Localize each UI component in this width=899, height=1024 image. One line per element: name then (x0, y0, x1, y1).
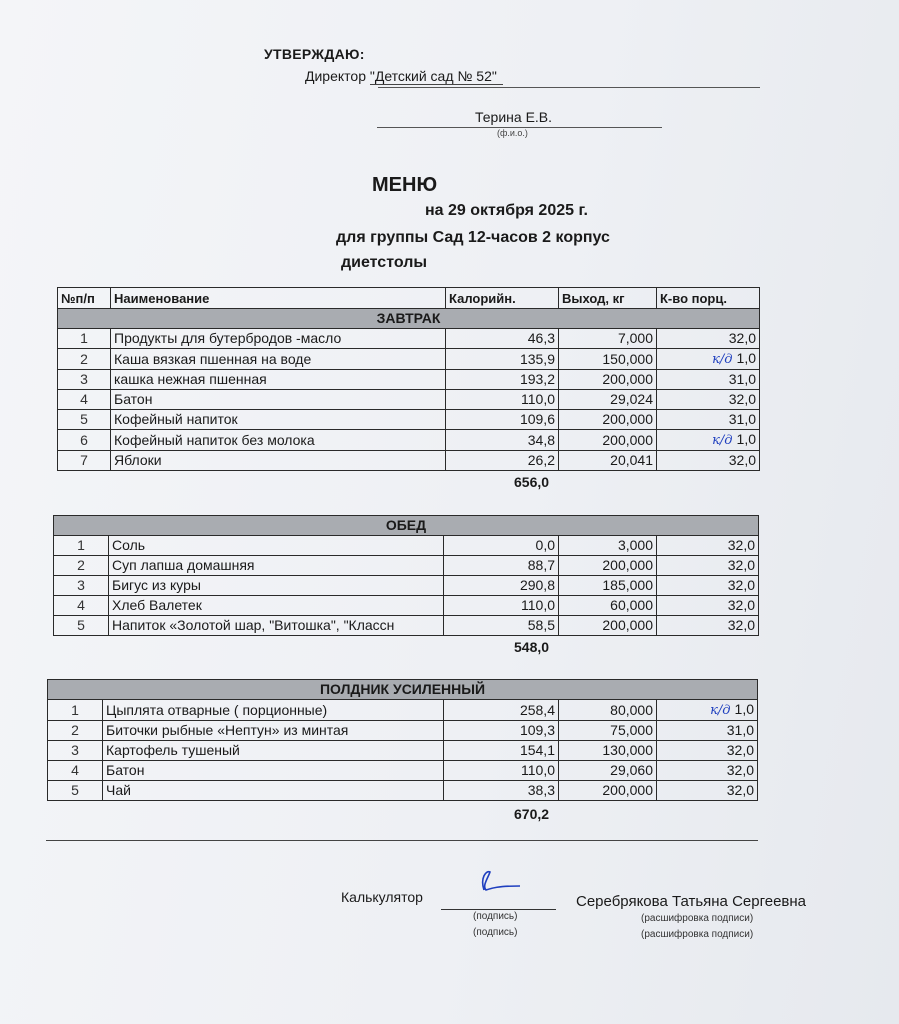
dish-name: Батон (114, 391, 153, 407)
dish-name-cell (111, 430, 446, 451)
portions: 1,0 (736, 431, 756, 447)
dish-name-cell (103, 741, 444, 761)
table-row (54, 596, 759, 616)
calories: 110,0 (521, 391, 555, 407)
output-weight-cell (559, 430, 657, 451)
approval-position (305, 68, 503, 84)
output-weight: 3,000 (617, 537, 653, 553)
dish-name-cell (109, 576, 444, 596)
section-header-row (58, 309, 760, 329)
dish-name: Каша вязкая пшенная на воде (114, 350, 312, 367)
portions-cell (657, 616, 759, 636)
output-weight-cell (559, 536, 657, 556)
section-title: ЗАВТРАК (58, 309, 760, 329)
portions: 32,0 (727, 577, 755, 593)
output-weight-cell (559, 556, 657, 576)
row-number-cell (48, 741, 103, 761)
portions: 32,0 (728, 452, 756, 468)
lunch-total: 548,0 (514, 639, 550, 655)
calories-cell (444, 741, 559, 761)
portions-cell (657, 536, 759, 556)
dish-name-cell (111, 410, 446, 430)
calories-cell (444, 556, 559, 576)
dish-name: Соль (112, 537, 146, 553)
calories: 135,9 (519, 350, 555, 367)
calories-cell (446, 349, 559, 370)
portions-cell (657, 721, 758, 741)
output-weight-cell (559, 349, 657, 370)
calories-cell (444, 596, 559, 616)
row-number-cell (48, 781, 103, 801)
transcript-label: (расшифровка подписи) (641, 913, 754, 924)
calories: 58,5 (527, 617, 555, 633)
calories: 88,7 (527, 557, 555, 573)
col-header-number: №п/п (58, 288, 111, 309)
portions-cell (657, 329, 760, 349)
row-number: 1 (80, 330, 88, 346)
output-weight: 80,000 (610, 701, 653, 718)
calories-cell (444, 536, 559, 556)
calories: 0,0 (535, 537, 555, 553)
row-number-cell (58, 410, 111, 430)
portions-cell (657, 410, 760, 430)
lunch-table (53, 515, 759, 636)
row-number-cell (58, 349, 111, 370)
calories: 110,0 (521, 762, 555, 778)
section-header-row (54, 516, 759, 536)
section-header-row (48, 680, 758, 700)
section-title: ПОЛДНИК УСИЛЕННЫЙ (48, 680, 758, 700)
portions-cell (657, 390, 760, 410)
row-number: 3 (77, 577, 85, 593)
output-weight-cell (559, 721, 657, 741)
row-number-cell (54, 536, 109, 556)
row-number: 3 (71, 742, 79, 758)
dish-name: Картофель тушеный (106, 742, 240, 758)
dish-name: Яблоки (114, 452, 162, 468)
dish-name: Бигус из куры (112, 577, 201, 593)
table-row (58, 370, 760, 390)
breakfast-table (57, 287, 760, 471)
calories: 26,2 (527, 452, 555, 468)
table-row (54, 556, 759, 576)
table-row (48, 761, 758, 781)
portions-cell (657, 349, 760, 370)
portions-cell (657, 430, 760, 451)
transcript-label-repeat: (расшифровка подписи) (641, 929, 754, 940)
output-weight-cell (559, 700, 657, 721)
output-weight: 200,000 (602, 431, 653, 448)
portions-cell (657, 370, 760, 390)
dish-name-cell (111, 370, 446, 390)
table-row (48, 700, 758, 721)
calories: 258,4 (519, 701, 555, 718)
table-row (58, 410, 760, 430)
output-weight: 185,000 (602, 577, 653, 593)
row-number: 6 (80, 431, 88, 448)
portions: 31,0 (728, 411, 756, 427)
dish-name: Чай (106, 782, 131, 798)
row-number-cell (54, 616, 109, 636)
row-number: 1 (77, 537, 85, 553)
output-weight-cell (559, 596, 657, 616)
calories-cell (446, 370, 559, 390)
calories: 193,2 (519, 371, 555, 387)
calories-cell (444, 781, 559, 801)
row-number: 5 (71, 782, 79, 798)
portions: 32,0 (727, 557, 755, 573)
dish-name: Цыплята отварные ( порционные) (106, 701, 328, 718)
portions-cell (657, 781, 758, 801)
output-weight: 200,000 (602, 557, 653, 573)
dish-name: Суп лапша домашняя (112, 557, 255, 573)
snack-table (47, 679, 758, 801)
snack-total: 670,2 (514, 806, 550, 822)
calories-cell (446, 390, 559, 410)
director-label: Директор (305, 68, 366, 84)
output-weight-cell (559, 329, 657, 349)
approval-title: УТВЕРЖДАЮ: (264, 46, 365, 62)
output-weight-cell (559, 390, 657, 410)
dish-name: Батон (106, 762, 145, 778)
col-header-output: Выход, кг (559, 288, 657, 309)
row-number: 2 (77, 557, 85, 573)
row-number: 1 (71, 701, 79, 718)
dish-name: кашка нежная пшенная (114, 371, 267, 387)
dish-name: Биточки рыбные «Нептун» из минтая (106, 722, 349, 738)
output-weight: 29,060 (610, 762, 653, 778)
calories-cell (446, 329, 559, 349)
col-header-name: Наименование (111, 288, 446, 309)
calories: 46,3 (527, 330, 555, 346)
dish-name-cell (103, 721, 444, 741)
row-number: 7 (80, 452, 88, 468)
portions: 32,0 (726, 782, 755, 798)
row-number: 2 (80, 350, 88, 367)
organization-name: "Детский сад № 52" (370, 68, 503, 85)
col-header-calories: Калорийн. (446, 288, 559, 309)
portions: 31,0 (726, 722, 755, 738)
output-weight-cell (559, 451, 657, 471)
fio-label: (ф.и.о.) (497, 128, 528, 138)
dish-name-cell (109, 536, 444, 556)
dish-name: Кофейный напиток (114, 411, 238, 427)
dish-name-cell (111, 349, 446, 370)
page-title: МЕНЮ (372, 174, 438, 196)
table-row (54, 616, 759, 636)
dish-name-cell (109, 556, 444, 576)
section-title: ОБЕД (54, 516, 759, 536)
output-weight: 150,000 (602, 350, 653, 367)
calories-cell (444, 721, 559, 741)
divider-line (46, 840, 758, 841)
calories-cell (446, 430, 559, 451)
portions-cell (657, 761, 758, 781)
output-weight-cell (559, 761, 657, 781)
output-weight: 200,000 (602, 371, 653, 387)
signature-label: (подпись) (473, 911, 518, 922)
portions-cell (657, 556, 759, 576)
output-weight: 200,000 (602, 411, 653, 427)
calculator-label: Калькулятор (341, 889, 423, 905)
menu-diet: диетстолы (341, 254, 428, 271)
table-row (48, 721, 758, 741)
output-weight: 7,000 (617, 330, 653, 346)
output-weight-cell (559, 576, 657, 596)
row-number: 4 (80, 391, 88, 407)
row-number-cell (54, 576, 109, 596)
portions-cell (657, 700, 758, 721)
row-number-cell (58, 370, 111, 390)
calories-cell (446, 410, 559, 430)
output-weight-cell (559, 781, 657, 801)
output-weight: 75,000 (610, 722, 653, 738)
signature-label-repeat: (подпись) (473, 927, 518, 938)
calories-cell (444, 700, 559, 721)
breakfast-total: 656,0 (514, 474, 550, 490)
portions: 31,0 (728, 371, 756, 387)
dish-name-cell (111, 451, 446, 471)
diet-mark: к/д (712, 433, 733, 448)
dish-name-cell (103, 781, 444, 801)
dish-name-cell (109, 616, 444, 636)
diet-mark: к/д (710, 703, 731, 718)
portions: 32,0 (726, 762, 755, 778)
output-weight: 130,000 (602, 742, 653, 758)
dish-name-cell (109, 596, 444, 616)
calories: 34,8 (527, 431, 555, 448)
portions-cell (657, 741, 758, 761)
output-weight: 60,000 (610, 597, 653, 613)
calories: 110,0 (521, 597, 555, 613)
table-row (48, 741, 758, 761)
head-name: Терина Е.В. (475, 109, 553, 125)
calories-cell (444, 576, 559, 596)
portions: 32,0 (728, 330, 756, 346)
portions: 32,0 (726, 742, 755, 758)
output-weight: 29,024 (610, 391, 653, 407)
row-number-cell (58, 451, 111, 471)
table-row (48, 781, 758, 801)
dish-name: Продукты для бутербродов -масло (114, 330, 342, 346)
portions: 32,0 (727, 617, 755, 633)
handwritten-signature (470, 868, 530, 896)
dish-name: Напиток «Золотой шар, "Витошка", "Классн (112, 617, 395, 633)
row-number-cell (54, 596, 109, 616)
calories-cell (444, 616, 559, 636)
table-row (58, 430, 760, 451)
table-row (58, 349, 760, 370)
portions-cell (657, 451, 760, 471)
menu-date: на 29 октября 2025 г. (425, 202, 588, 219)
calories: 290,8 (519, 577, 555, 593)
dish-name-cell (103, 700, 444, 721)
calories-cell (446, 451, 559, 471)
row-number-cell (54, 556, 109, 576)
calories: 154,1 (519, 742, 555, 758)
table-row (54, 576, 759, 596)
row-number: 5 (77, 617, 85, 633)
output-weight: 200,000 (602, 617, 653, 633)
calories: 38,3 (527, 782, 555, 798)
menu-group: для группы Сад 12-часов 2 корпус (336, 229, 610, 246)
approval-underline (378, 87, 760, 88)
calories: 109,3 (519, 722, 555, 738)
row-number: 4 (71, 762, 79, 778)
col-header-portions: К-во порц. (657, 288, 760, 309)
diet-mark: к/д (712, 352, 733, 367)
row-number-cell (48, 700, 103, 721)
output-weight-cell (559, 741, 657, 761)
output-weight: 200,000 (602, 782, 653, 798)
dish-name-cell (103, 761, 444, 781)
signature-line (441, 909, 556, 910)
table-row (58, 329, 760, 349)
dish-name-cell (111, 329, 446, 349)
calories-cell (444, 761, 559, 781)
row-number: 5 (80, 411, 88, 427)
row-number-cell (58, 430, 111, 451)
dish-name-cell (111, 390, 446, 410)
row-number: 3 (80, 371, 88, 387)
portions: 32,0 (727, 537, 755, 553)
portions: 32,0 (728, 391, 756, 407)
portions-cell (657, 576, 759, 596)
table-row (54, 536, 759, 556)
calories: 109,6 (519, 411, 555, 427)
row-number: 2 (71, 722, 79, 738)
portions: 1,0 (734, 701, 755, 717)
calculator-name: Серебрякова Татьяна Сергеевна (576, 893, 807, 910)
row-number-cell (58, 329, 111, 349)
table-row (58, 390, 760, 410)
portions: 32,0 (727, 597, 755, 613)
portions-cell (657, 596, 759, 616)
row-number: 4 (77, 597, 85, 613)
output-weight-cell (559, 370, 657, 390)
output-weight: 20,041 (610, 452, 653, 468)
dish-name: Хлеб Валетек (112, 597, 202, 613)
table-header-row (58, 288, 760, 309)
table-row (58, 451, 760, 471)
row-number-cell (58, 390, 111, 410)
portions: 1,0 (736, 350, 756, 366)
output-weight-cell (559, 410, 657, 430)
row-number-cell (48, 721, 103, 741)
output-weight-cell (559, 616, 657, 636)
row-number-cell (48, 761, 103, 781)
dish-name: Кофейный напиток без молока (114, 431, 315, 448)
